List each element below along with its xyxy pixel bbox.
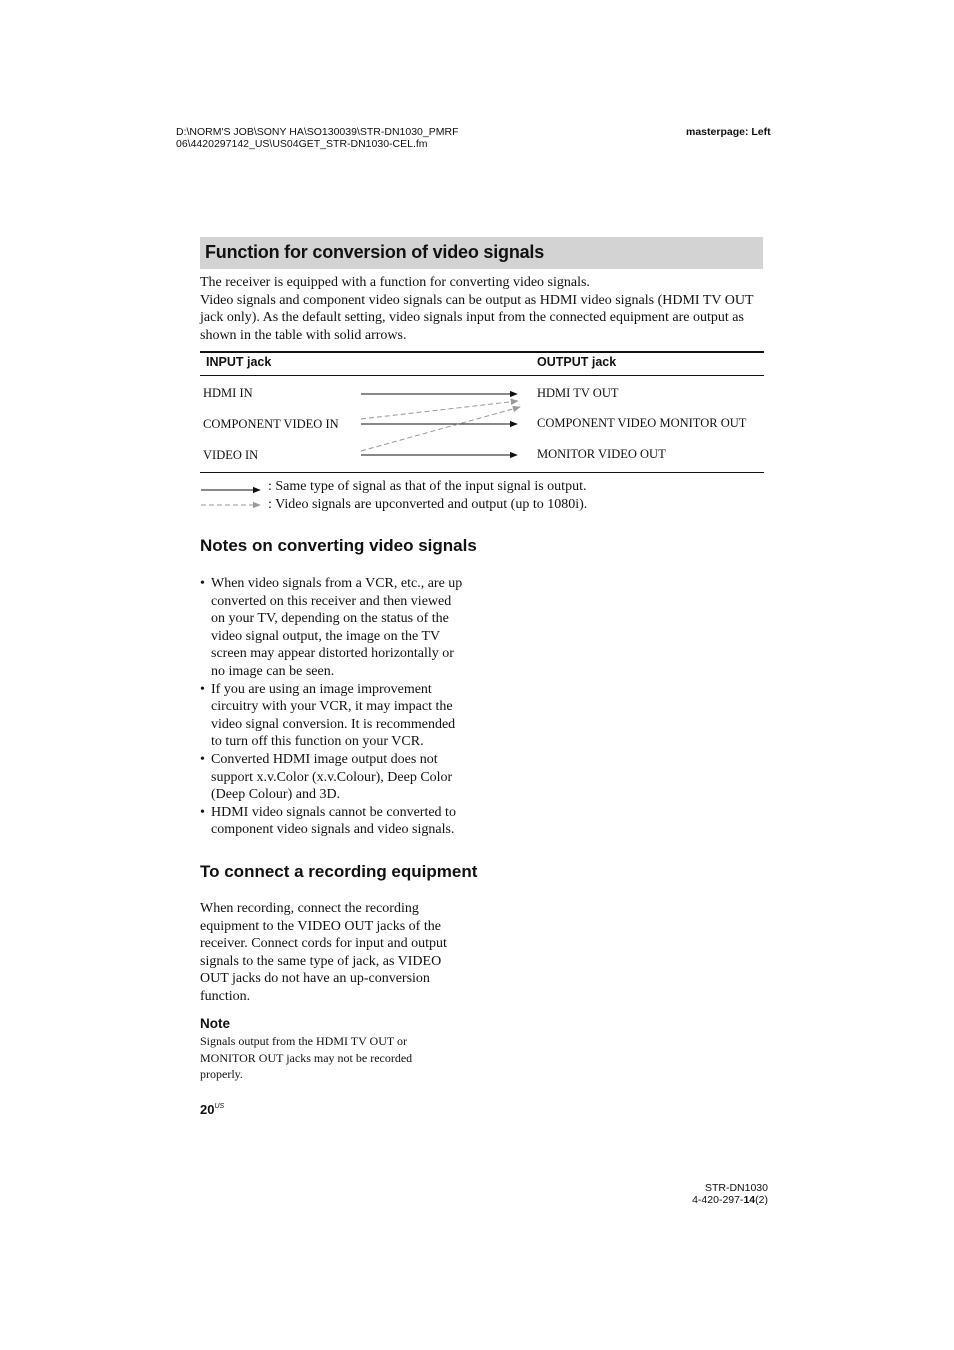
intro-line2: Video signals and component video signals can be output as HDMI video signals (HDMI TV OUT jack only). As the default setting, video signals input from the connected equipment are output as shown in the table with solid arrows.: [200, 292, 754, 344]
section-bar: [200, 237, 763, 269]
arrow-component-upconvert-hdmi: [361, 401, 518, 419]
intro-line1: The receiver is equipped with a function for converting video signals.: [200, 275, 590, 290]
list-item: • If you are using an image improvement circuitry with your VCR, it may impact the video signal conversion. It is recommended to turn off this function on your VCR.: [200, 681, 456, 750]
table-bottom-rule: [200, 472, 764, 473]
output-hdmi-tv-out: HDMI TV OUT: [537, 386, 619, 400]
legend-solid-text: : Same type of signal as that of the input signal is output.: [268, 479, 587, 494]
output-component-video-monitor-out: COMPONENT VIDEO MONITOR OUT: [537, 416, 747, 430]
note-heading: Note: [200, 1016, 230, 1031]
recording-body: When recording, connect the recording equipment to the VIDEO OUT jacks of the receiver. Connect cords for input and output signals to the same type of jack, as VIDEO OUT jacks do not have an up-conversion function.: [200, 901, 447, 1004]
masterpage-label: masterpage: Left: [686, 126, 771, 138]
notes-list: [200, 575, 466, 839]
list-item: • When video signals from a VCR, etc., are up converted on this receiver and then viewed on your TV, depending on the status of the video signal output, the image on the TV screen may appear distorted horizontally or no image can be seen.: [200, 576, 463, 679]
document-path-line2: 06\4420297142_US\US04GET_STR-DN1030-CEL.fm: [176, 138, 428, 150]
legend-arrows: [200, 482, 268, 512]
recording-heading: To connect a recording equipment: [200, 862, 478, 881]
legend-dashed-text: : Video signals are upconverted and output (up to 1080i).: [268, 497, 588, 512]
signal-arrows-diagram: [355, 380, 530, 470]
page-number: $20^{US}$: [200, 1102, 225, 1117]
input-jack-header: INPUT jack: [206, 355, 272, 369]
notes-heading: Notes on converting video signals: [200, 536, 477, 555]
section-title: Function for conversion of video signals: [205, 242, 545, 262]
input-hdmi-in: HDMI IN: [203, 386, 253, 400]
document-path: [176, 126, 458, 150]
footer-code: 4-420-297-14(2): [692, 1194, 768, 1206]
output-jack-header: OUTPUT jack: [537, 355, 617, 369]
output-monitor-video-out: MONITOR VIDEO OUT: [537, 447, 666, 461]
list-item: • HDMI video signals cannot be converted to component video signals and video signals.: [200, 804, 456, 838]
footer-model: STR-DN1030: [704, 1182, 768, 1194]
footer-model-code: [686, 1182, 768, 1206]
page-number-suffix: US: [214, 1103, 225, 1110]
document-path-line1: D:\NORM'S JOB\SONY HA\SO130039\STR-DN1030_PMRF: [176, 126, 459, 138]
intro-text: [200, 274, 766, 345]
table-header-rule: [200, 375, 764, 376]
input-video-in: VIDEO IN: [203, 448, 259, 462]
input-component-video-in: COMPONENT VIDEO IN: [203, 417, 339, 431]
list-item: • Converted HDMI image output does not support x.v.Color (x.v.Colour), Deep Color (Deep Colour) and 3D.: [200, 751, 453, 803]
arrow-video-upconvert-hdmi: [361, 407, 520, 451]
table-top-rule: [200, 351, 764, 353]
note-body: Signals output from the HDMI TV OUT or MONITOR OUT jacks may not be recorded properly.: [200, 1034, 413, 1081]
